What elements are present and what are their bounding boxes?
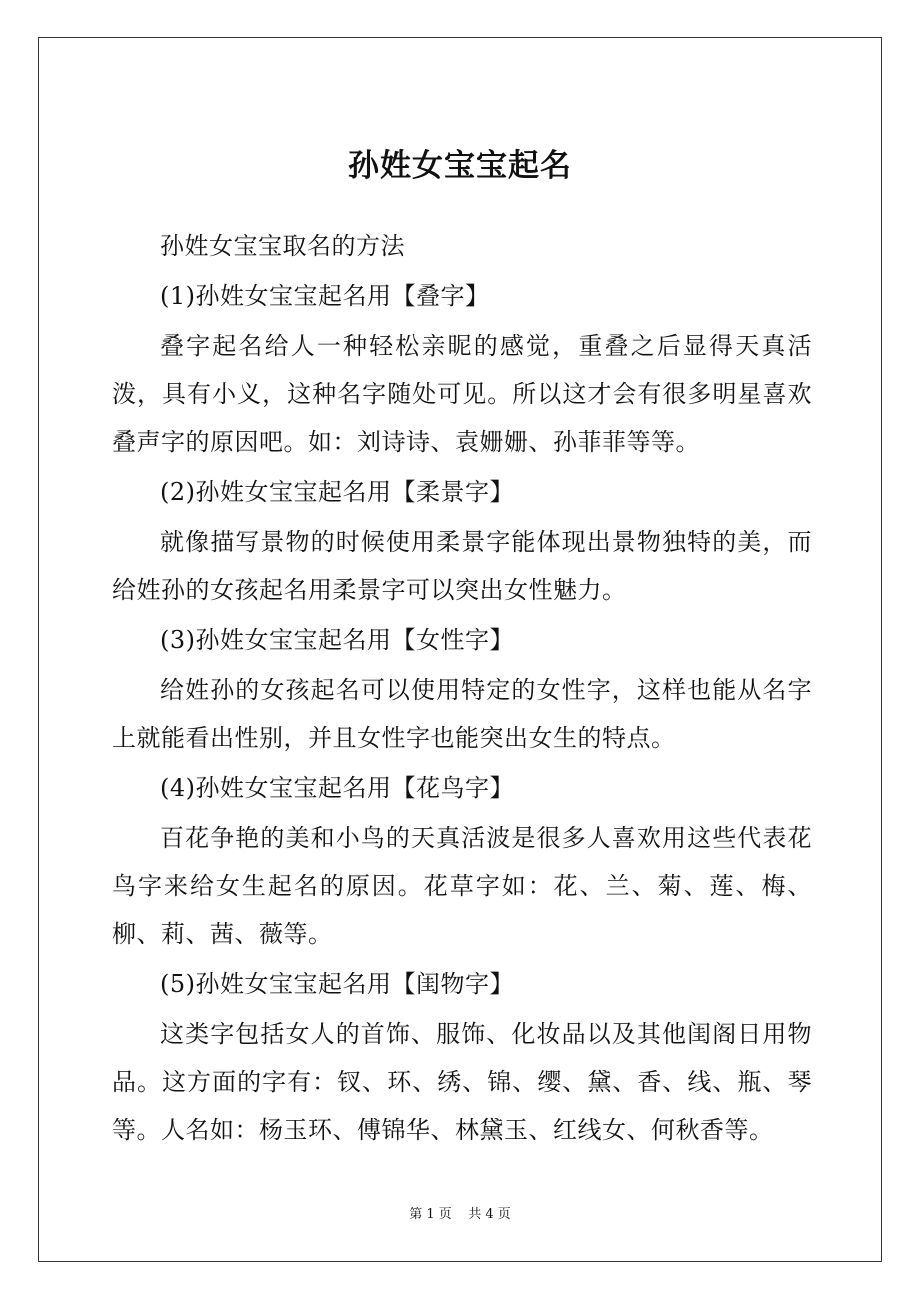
document-title: 孙姓女宝宝起名	[348, 148, 572, 184]
paragraph: 这类字包括女人的首饰、服饰、化妆品以及其他闺阁日用物品。这方面的字有：钗、环、绣、锦、缨、黛、香、线、瓶、琴等。人名如：杨玉环、傅锦华、林黛玉、红线女、何秋香等。	[112, 1020, 812, 1144]
paragraph: 叠字起名给人一种轻松亲昵的感觉，重叠之后显得天真活泼，具有小义，这种名字随处可见。所以这才会有很多明星喜欢叠声字的原因吧。如：刘诗诗、袁姗姗、孙菲菲等等。	[112, 332, 812, 456]
document-body	[112, 222, 812, 1156]
paragraph: 就像描写景物的时候使用柔景字能体现出景物独特的美，而给姓孙的女孩起名用柔景字可以突出女性魅力。	[112, 528, 812, 604]
section-heading: (4)孙姓女宝宝起名用【花鸟字】	[160, 774, 514, 802]
page-number-label: 第 1 页 共 4 页	[409, 1207, 511, 1222]
paragraph: 给姓孙的女孩起名可以使用特定的女性字，这样也能从名字上就能看出性别，并且女性字也能突出女生的特点。	[112, 676, 812, 752]
section-heading: (3)孙姓女宝宝起名用【女性字】	[160, 626, 514, 654]
page-footer	[0, 1206, 920, 1224]
paragraph: 孙姓女宝宝取名的方法	[160, 232, 405, 260]
section-heading: (2)孙姓女宝宝起名用【柔景字】	[160, 478, 514, 506]
paragraph: 百花争艳的美和小鸟的天真活波是很多人喜欢用这些代表花鸟字来给女生起名的原因。花草字如：花、兰、菊、莲、梅、柳、莉、茜、薇等。	[112, 824, 812, 948]
section-heading: (5)孙姓女宝宝起名用【闺物字】	[160, 970, 514, 998]
section-heading: (1)孙姓女宝宝起名用【叠字】	[160, 282, 490, 310]
